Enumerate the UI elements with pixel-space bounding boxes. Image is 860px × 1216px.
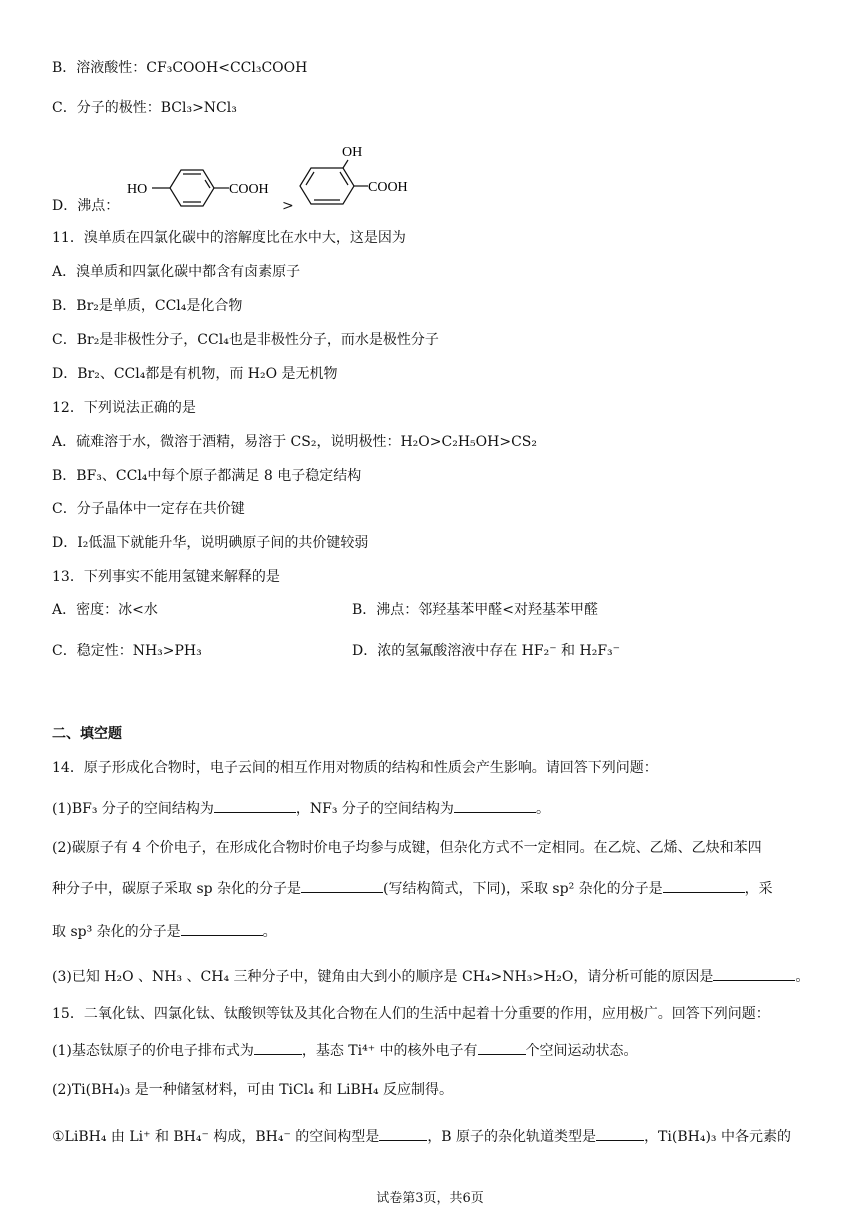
q12-option-d: D．I₂低温下就能升华，说明碘原子间的共价键较弱 <box>52 535 369 551</box>
para-hydroxybenzoic-acid-structure <box>125 160 285 216</box>
q14-blank-reason[interactable] <box>713 966 795 981</box>
q14-blank-sp2[interactable] <box>663 878 745 893</box>
q14-blank-bf3[interactable] <box>214 798 296 813</box>
mol1-cooh-label: COOH <box>229 182 269 197</box>
q10-c-prefix: C．分子的极性： <box>52 100 161 116</box>
q15-blank-shape[interactable] <box>379 1126 427 1141</box>
q14-part3: (3)已知 H₂O 、NH₃ 、CH₄ 三种分子中，键角由大到小的顺序是 CH₄>NH₃>H₂O，请分析可能的原因是 。 <box>52 966 809 987</box>
q11-option-a: A．溴单质和四氯化碳中都含有卤素原子 <box>52 264 301 280</box>
page-footer: 试卷第3页，共6页 <box>376 1191 484 1206</box>
salicylic-acid-structure <box>296 140 436 216</box>
mol2-cooh-label: COOH <box>368 180 408 195</box>
q12-option-c: C．分子晶体中一定存在共价键 <box>52 501 245 517</box>
q12-option-a: A．硫难溶于水，微溶于酒精，易溶于 CS₂，说明极性：H₂O>C₂H₅OH>CS₂ <box>52 434 537 450</box>
section-heading: 二、填空题 <box>52 726 122 742</box>
q14-part2-line1: (2)碳原子有 4 个价电子，在形成化合物时价电子均参与成键，但杂化方式不一定相同。在乙烷、乙烯、乙炔和苯四 <box>52 840 762 856</box>
q14-blank-sp3[interactable] <box>181 921 263 936</box>
q15-part1: (1)基态钛原子的价电子排布式为 ，基态 Ti⁴⁺ 中的核外电子有 个空间运动状态。 <box>52 1040 638 1061</box>
q15-part3: ①LiBH₄ 由 Li⁺ 和 BH₄⁻ 构成，BH₄⁻ 的空间构型是 ，B 原子的杂化轨道类型是 ，Ti(BH₄)₃ 中各元素的 <box>52 1126 791 1147</box>
q15-stem: 15．二氧化钛、四氯化钛、钛酸钡等钛及其化合物在人们的生活中起着十分重要的作用，应用极广。回答下列问题： <box>52 1006 770 1022</box>
q15-blank-hybrid[interactable] <box>596 1126 644 1141</box>
q10-b-prefix: B．溶液酸性： <box>52 60 147 76</box>
q14-blank-nf3[interactable] <box>454 798 536 813</box>
q14-part2-line2: 种分子中，碳原子采取 sp 杂化的分子是 (写结构简式，下同)，采取 sp² 杂化的分子是 ，采 <box>52 878 773 899</box>
q11-option-b: B．Br₂是单质，CCl₄是化合物 <box>52 298 243 314</box>
q14-blank-sp[interactable] <box>301 878 383 893</box>
q11-option-c: C．Br₂是非极性分子，CCl₄也是非极性分子，而水是极性分子 <box>52 332 439 348</box>
q12-stem: 12．下列说法正确的是 <box>52 400 196 416</box>
q10-option-b <box>52 58 307 78</box>
q10-b-formula: CF₃COOH<CCl₃COOH <box>146 60 308 76</box>
q11-stem: 11．溴单质在四氯化碳中的溶解度比在水中大，这是因为 <box>52 230 406 246</box>
q15-part2: (2)Ti(BH₄)₃ 是一种储氢材料，可由 TiCl₄ 和 LiBH₄ 反应制得。 <box>52 1082 454 1098</box>
q14-part2-line3: 取 sp³ 杂化的分子是 。 <box>52 921 277 942</box>
q10-option-d-label: D．沸点： <box>52 198 120 214</box>
q10-option-d-operator: > <box>282 198 294 214</box>
q13-option-a: A．密度：冰<水 <box>52 602 158 618</box>
q14-part1: (1)BF₃ 分子的空间结构为 ，NF₃ 分子的空间结构为 。 <box>52 798 550 819</box>
q15-blank-states[interactable] <box>478 1040 526 1055</box>
q13-stem: 13．下列事实不能用氢键来解释的是 <box>52 569 280 585</box>
q13-option-b: B．沸点：邻羟基苯甲醛<对羟基苯甲醛 <box>352 602 599 618</box>
q12-option-b: B．BF₃、CCl₄中每个原子都满足 8 电子稳定结构 <box>52 468 362 484</box>
mol1-ho-label: HO <box>127 182 148 197</box>
q10-option-c <box>52 98 237 118</box>
q15-blank-config[interactable] <box>254 1040 302 1055</box>
q10-c-formula: BCl₃>NCl₃ <box>160 100 237 116</box>
q11-option-d: D．Br₂、CCl₄都是有机物，而 H₂O 是无机物 <box>52 366 338 382</box>
q13-option-d: D．浓的氢氟酸溶液中存在 HF₂⁻ 和 H₂F₃⁻ <box>352 643 621 659</box>
q13-option-c: C．稳定性：NH₃>PH₃ <box>52 643 202 659</box>
mol2-oh-label: OH <box>342 145 363 160</box>
q14-stem: 14．原子形成化合物时，电子云间的相互作用对物质的结构和性质会产生影响。请回答下列问题： <box>52 760 658 776</box>
